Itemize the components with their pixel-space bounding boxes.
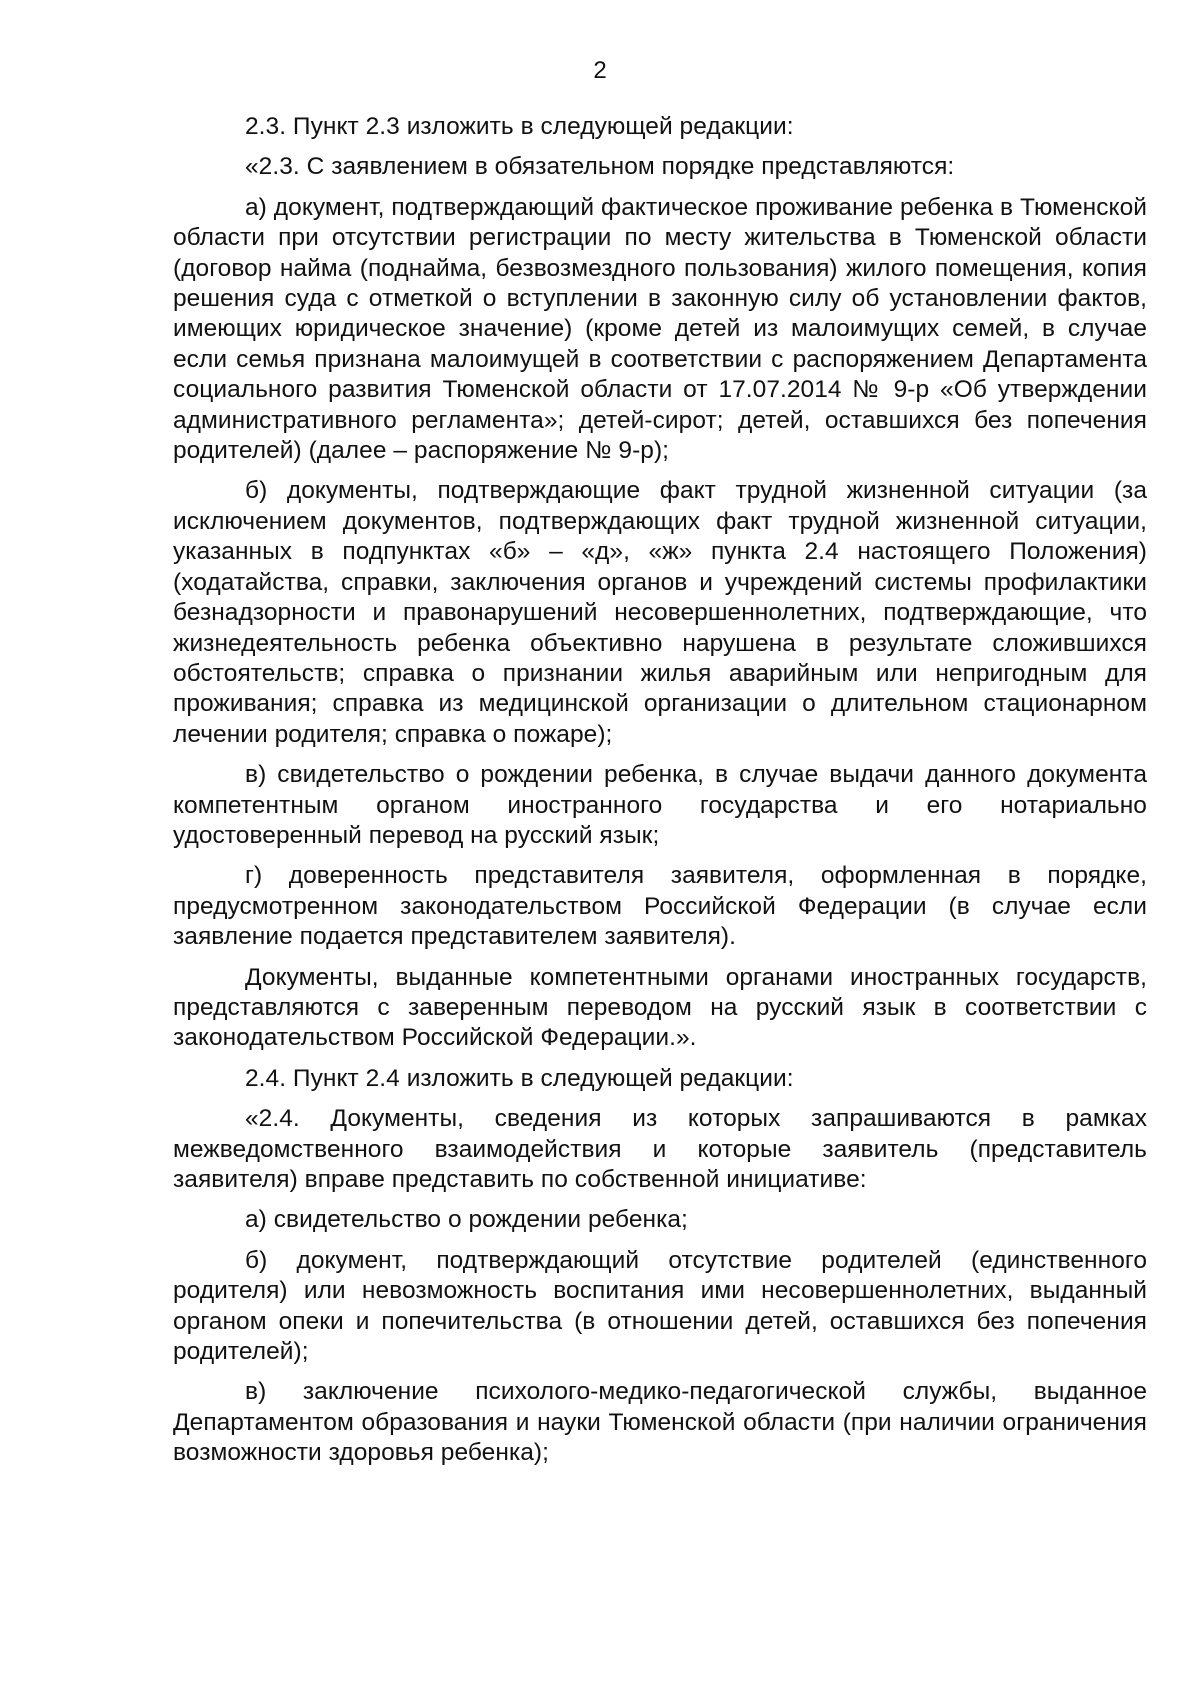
paragraph-2-3-v: в) свидетельство о рождении ребенка, в случае выдачи данного документа компетентным органом иностранного государства и его нотариально удостоверенный перевод на русский язык; [173, 761, 1147, 849]
paragraph-2-4-v: в) заключение психолого-медико-педагогической службы, выданное Департаментом образования и науки Тюменской области (при наличии ограничения возможности здоровья ребенка); [173, 1378, 1147, 1467]
paragraph-2-4-b: б) документ, подтверждающий отсутствие родителей (единственного родителя) или невозможность воспитания ими несовершеннолетних, выданный органом опеки и попечительства (в отношении детей, оставшихся без попечения родителей); [173, 1246, 1147, 1366]
paragraph-2-4-intro: 2.4. Пункт 2.4 изложить в следующей редакции: [245, 1064, 794, 1092]
paragraph-2-3-heading: «2.3. С заявлением в обязательном порядке представляются: [245, 153, 955, 181]
page-number: 2 [593, 57, 607, 84]
paragraph-2-3-intro: 2.3. Пункт 2.3 изложить в следующей редакции: [245, 113, 794, 140]
paragraph-2-3-b: б) документы, подтверждающие факт трудной жизненной ситуации (за исключением документов, подтверждающих факт трудной жизненной ситуации, указанных в подпунктах «б» – «д», «ж» пункта 2.4 настоящего Положения) (ходатайства, справки, заключения органов и учреждений системы профилактики безнадзорности и правонарушений несовершеннолетних, подтверждающие, что жизнедеятельность ребенка объективно нарушена в результате сложившихся обстоятельств; справка о признании жилья аварийным или непригодным для проживания; справка из медицинской организации о длительном стационарном лечении родителя; справка о пожаре); [173, 477, 1147, 748]
paragraph-2-4-heading: «2.4. Документы, сведения из которых запрашиваются в рамках межведомственного взаимодействия и которые заявитель (представитель заявителя) вправе представить по собственной инициативе: [173, 1105, 1147, 1193]
paragraph-2-4-a: а) свидетельство о рождении ребенка; [245, 1206, 688, 1234]
paragraph-2-3-foreign-docs: Документы, выданные компетентными органами иностранных государств, представляются с заверенным переводом на русский язык в соответствии с законодательством Российской Федерации.». [173, 963, 1147, 1052]
document-body [173, 112, 1147, 1479]
paragraph-2-3-g: г) доверенность представителя заявителя, оформленная в порядке, предусмотренном законодательством Российской Федерации (в случае если заявление подается представителем заявителя). [173, 862, 1147, 951]
paragraph-2-3-a: а) документ, подтверждающий фактическое проживание ребенка в Тюменской области при отсутствии регистрации по месту жительства в Тюменской области (договор найма (поднайма, безвозмездного пользования) жилого помещения, копия решения суда с отметкой о вступлении в законную силу об установлении фактов, имеющих юридическое значение) (кроме детей из малоимущих семей, в случае если семья признана малоимущей в соответствии с распоряжением Департамента социального развития Тюменской области от 17.07.2014 № 9-р «Об утверждении административного регламента»; детей-сирот; детей, оставшихся без попечения родителей) (далее – распоряжение № 9-р); [173, 193, 1147, 465]
